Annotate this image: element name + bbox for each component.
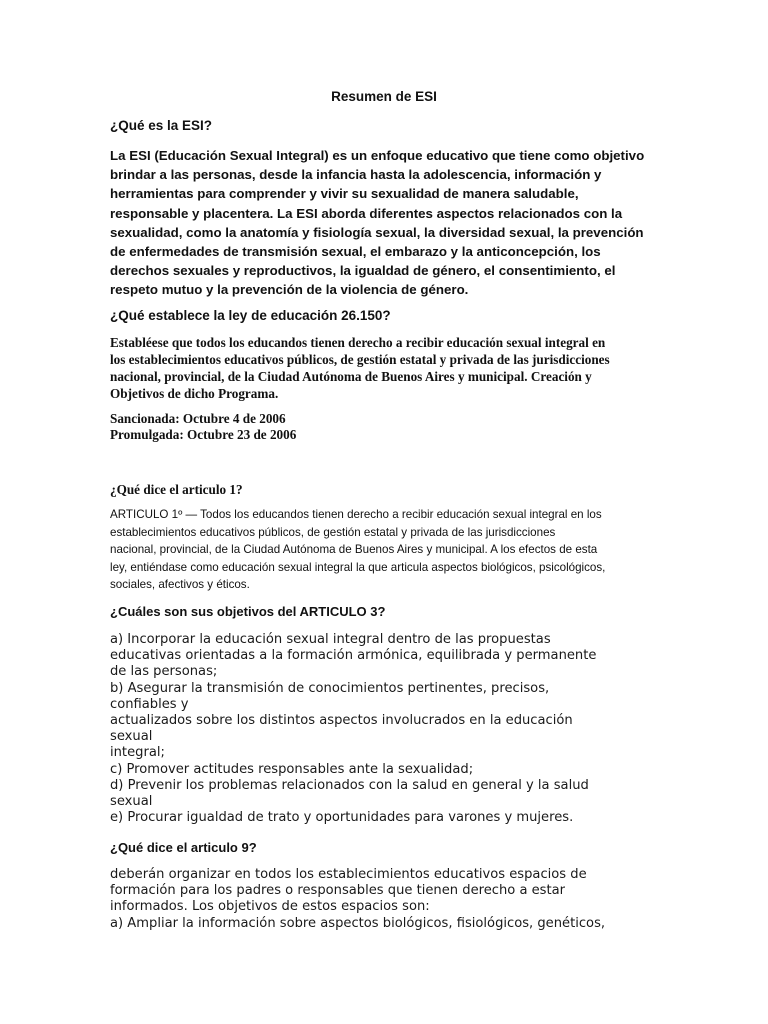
article-3-line: sexual xyxy=(110,794,153,810)
article-3-line: confiables y xyxy=(110,696,189,712)
article-9-line: formación para los padres o responsables que tienen derecho a estar xyxy=(110,883,566,899)
article-3-line: c) Promover actitudes responsables ante la sexualidad; xyxy=(110,761,474,777)
article-1-line: ARTICULO 1º — Todos los educandos tienen derecho a recibir educación sexual integral en los xyxy=(110,508,602,521)
article-9-line: informados. Los objetivos de estos espacios son: xyxy=(110,899,430,915)
question-article-9: ¿Qué dice el articulo 9? xyxy=(110,840,257,855)
article-1-line: ley, entiéndase como educación sexual integral la que articula aspectos biológicos, psicológicos, xyxy=(110,560,606,574)
article-3-line: de las personas; xyxy=(110,664,218,680)
question-article-3: ¿Cuáles son sus objetivos del ARTICULO 3? xyxy=(110,604,386,619)
law-line: los establecimientos educativos públicos, de gestión estatal y privada de las jurisdicciones xyxy=(110,352,610,367)
article-9-line: deberán organizar en todos los establecimientos educativos espacios de xyxy=(110,867,587,882)
article-3-line: b) Asegurar la transmisión de conocimientos pertinentes, precisos, xyxy=(110,680,550,696)
intro-line: La ESI (Educación Sexual Integral) es un enfoque educativo que tiene como objetivo xyxy=(110,148,645,163)
article-1-line: establecimientos educativos públicos, de gestión estatal y privada de las jurisdicciones xyxy=(110,525,556,539)
question-law-26150: ¿Qué establece la ley de educación 26.150? xyxy=(110,308,391,323)
intro-line: responsable y placentera. La ESI aborda diferentes aspectos relacionados con la xyxy=(110,205,623,221)
law-line: Objetivos de dicho Programa. xyxy=(110,386,279,401)
intro-line: respeto mutuo y la prevención de la violencia de género. xyxy=(110,282,469,298)
intro-paragraph xyxy=(110,146,650,300)
intro-line: brindar a las personas, desde la infancia hasta la adolescencia, información y xyxy=(110,167,602,183)
law-line: nacional, provincial, de la Ciudad Autónoma de Buenos Aires y municipal. Creación y xyxy=(110,369,592,384)
article-3-line: educativas orientadas a la formación armónica, equilibrada y permanente xyxy=(110,648,597,664)
question-what-is-esi: ¿Qué es la ESI? xyxy=(110,118,213,133)
question-article-1: ¿Qué dice el articulo 1? xyxy=(110,482,243,497)
article-9-line: a) Ampliar la información sobre aspectos biológicos, fisiológicos, genéticos, xyxy=(110,915,606,931)
article-3-line: e) Procurar igualdad de trato y oportunidades para varones y mujeres. xyxy=(110,810,574,826)
promulgation-date: Promulgada: Octubre 23 de 2006 xyxy=(110,427,297,442)
article-3-line: integral; xyxy=(110,745,165,761)
intro-line: sexualidad, como la anatomía y fisiología sexual, la diversidad sexual, la prevención xyxy=(110,224,644,240)
article-3-line: d) Prevenir los problemas relacionados con la salud en general y la salud xyxy=(110,777,589,793)
intro-line: derechos sexuales y reproductivos, la igualdad de género, el consentimiento, el xyxy=(110,263,616,279)
sanction-date: Sancionada: Octubre 4 de 2006 xyxy=(110,411,286,426)
article-3-line: a) Incorporar la educación sexual integral dentro de las propuestas xyxy=(110,632,551,647)
intro-line: herramientas para comprender y vivir su sexualidad de manera saludable, xyxy=(110,186,579,202)
article-1-line: sociales, afectivos y éticos. xyxy=(110,578,250,592)
law-paragraph xyxy=(110,334,655,402)
law-line: Establéese que todos los educandos tienen derecho a recibir educación sexual integral en xyxy=(110,335,606,350)
intro-line: de enfermedades de transmisión sexual, el embarazo y la anticoncepción, los xyxy=(110,244,601,260)
article-1-line: nacional, provincial, de la Ciudad Autónoma de Buenos Aires y municipal. A los efectos de esta xyxy=(110,543,598,557)
article-1-paragraph xyxy=(110,506,665,594)
article-3-line: sexual xyxy=(110,729,153,745)
document-title: Resumen de ESI xyxy=(331,89,437,104)
article-3-list xyxy=(110,632,650,826)
article-3-line: actualizados sobre los distintos aspectos involucrados en la educación xyxy=(110,713,573,729)
article-9-paragraph xyxy=(110,867,650,932)
law-dates xyxy=(110,411,655,443)
